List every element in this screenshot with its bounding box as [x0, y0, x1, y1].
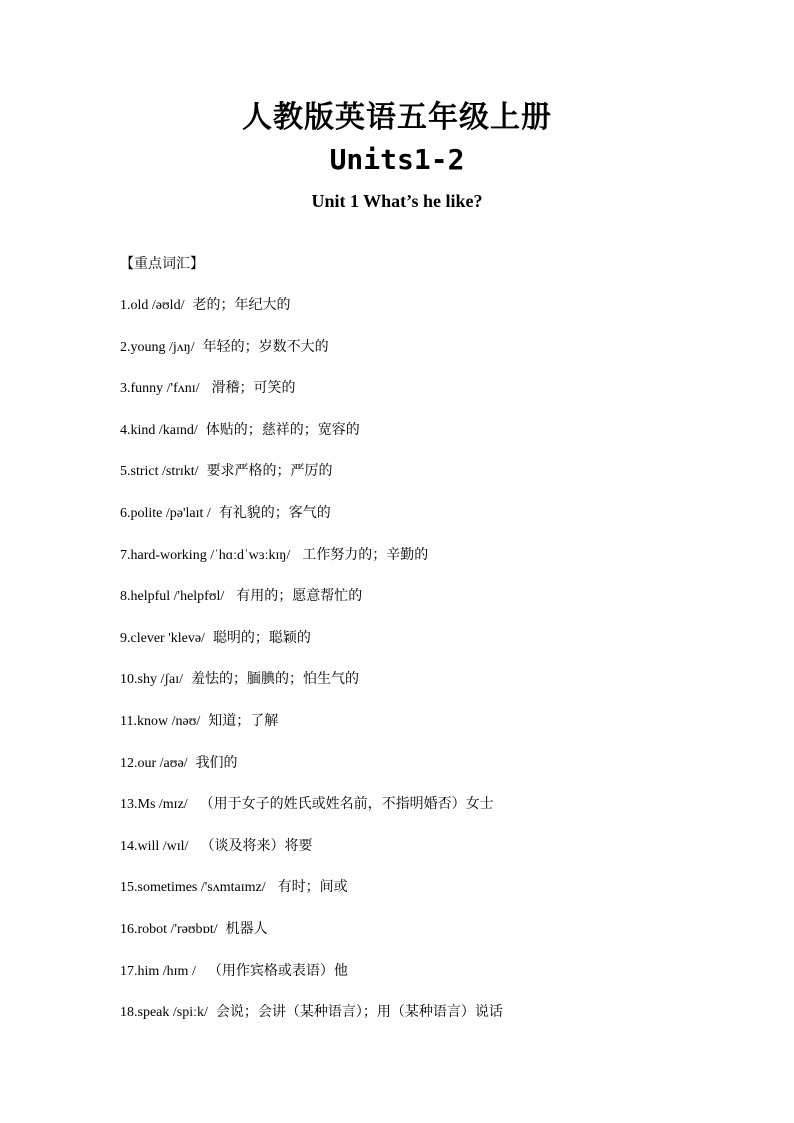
vocab-meaning: 年轻的；岁数不大的 — [202, 338, 329, 355]
vocab-meaning: 我们的 — [195, 754, 238, 771]
vocab-item — [120, 420, 760, 462]
vocab-meaning: （用于女子的姓氏或姓名前，不指明婚否）女士 — [199, 796, 494, 813]
document-title: 人教版英语五年级上册 — [242, 100, 552, 135]
vocab-item — [120, 545, 760, 587]
vocab-meaning: 工作努力的；辛勤的 — [302, 546, 429, 563]
vocab-word: 10.shy /ʃaɪ/ — [120, 672, 183, 688]
vocab-meaning: 羞怯的；腼腆的；怕生气的 — [191, 671, 359, 688]
vocab-meaning: （用作宾格或表语）他 — [207, 962, 348, 979]
vocab-word: 5.strict /strɪkt/ — [120, 464, 199, 480]
vocab-item — [120, 337, 760, 379]
vocab-word: 12.our /aʊə/ — [120, 755, 188, 771]
vocab-meaning: 要求严格的；严厉的 — [206, 463, 333, 480]
vocab-word: 15.sometimes /'sʌmtaɪmz/ — [120, 880, 266, 896]
vocab-item — [120, 669, 760, 711]
vocab-word: 13.Ms /mɪz/ — [120, 797, 188, 813]
vocab-item — [120, 461, 760, 503]
vocab-item — [120, 877, 760, 919]
vocab-word: 14.will /wɪl/ — [120, 838, 189, 854]
vocab-word: 3.funny /'fʌnɪ/ — [120, 381, 200, 397]
vocab-item — [120, 503, 760, 545]
vocabulary-list — [120, 295, 760, 1044]
vocab-meaning: 老的；年纪大的 — [192, 297, 291, 313]
vocab-meaning: 聪明的；聪颖的 — [212, 629, 311, 646]
vocab-word: 7.hard-working /ˈhɑːdˈwɜːkɪŋ/ — [120, 547, 291, 563]
section-heading: 【重点词汇】 — [120, 256, 204, 272]
vocab-item — [120, 919, 760, 961]
vocab-meaning: 有用的；愿意帮忙的 — [236, 588, 363, 605]
vocab-word: 17.him /hɪm / — [120, 963, 196, 979]
vocab-meaning: 知道；了解 — [208, 712, 279, 729]
vocab-word: 18.speak /spiːk/ — [120, 1005, 208, 1021]
vocab-item — [120, 836, 760, 878]
vocab-word: 4.kind /kaɪnd/ — [120, 422, 198, 438]
vocab-item — [120, 794, 760, 836]
vocab-item — [120, 295, 760, 337]
vocab-word: 2.young /jʌŋ/ — [120, 339, 195, 355]
vocab-word: 9.clever 'klevə/ — [120, 630, 205, 646]
vocab-item — [120, 753, 760, 795]
vocab-word: 1.old /əʊld/ — [120, 298, 185, 313]
vocab-word: 11.know /nəʊ/ — [120, 713, 201, 729]
vocab-meaning: 机器人 — [225, 920, 268, 937]
vocab-item — [120, 1002, 760, 1044]
vocab-meaning: 滑稽；可笑的 — [211, 380, 296, 397]
vocab-item — [120, 378, 760, 420]
units-subtitle: Units1-2 — [329, 143, 465, 176]
unit-title: Unit 1 What’s he like? — [311, 191, 483, 211]
vocab-meaning: 有礼貌的；客气的 — [218, 504, 331, 521]
vocab-meaning: 有时；间或 — [277, 879, 348, 896]
vocab-item — [120, 586, 760, 628]
vocab-item — [120, 628, 760, 670]
vocab-word: 6.polite /pə'laɪt / — [120, 505, 211, 521]
vocab-meaning: （谈及将来）将要 — [200, 837, 313, 854]
vocab-meaning: 会说；会讲（某种语言）；用（某种语言）说话 — [215, 1004, 503, 1021]
vocab-word: 8.helpful /'helpfʊl/ — [120, 589, 225, 605]
vocab-item — [120, 711, 760, 753]
vocab-meaning: 体贴的；慈祥的；宽容的 — [205, 421, 360, 438]
vocab-item — [120, 961, 760, 1003]
vocab-word: 16.robot /'rəʊbɒt/ — [120, 921, 218, 937]
